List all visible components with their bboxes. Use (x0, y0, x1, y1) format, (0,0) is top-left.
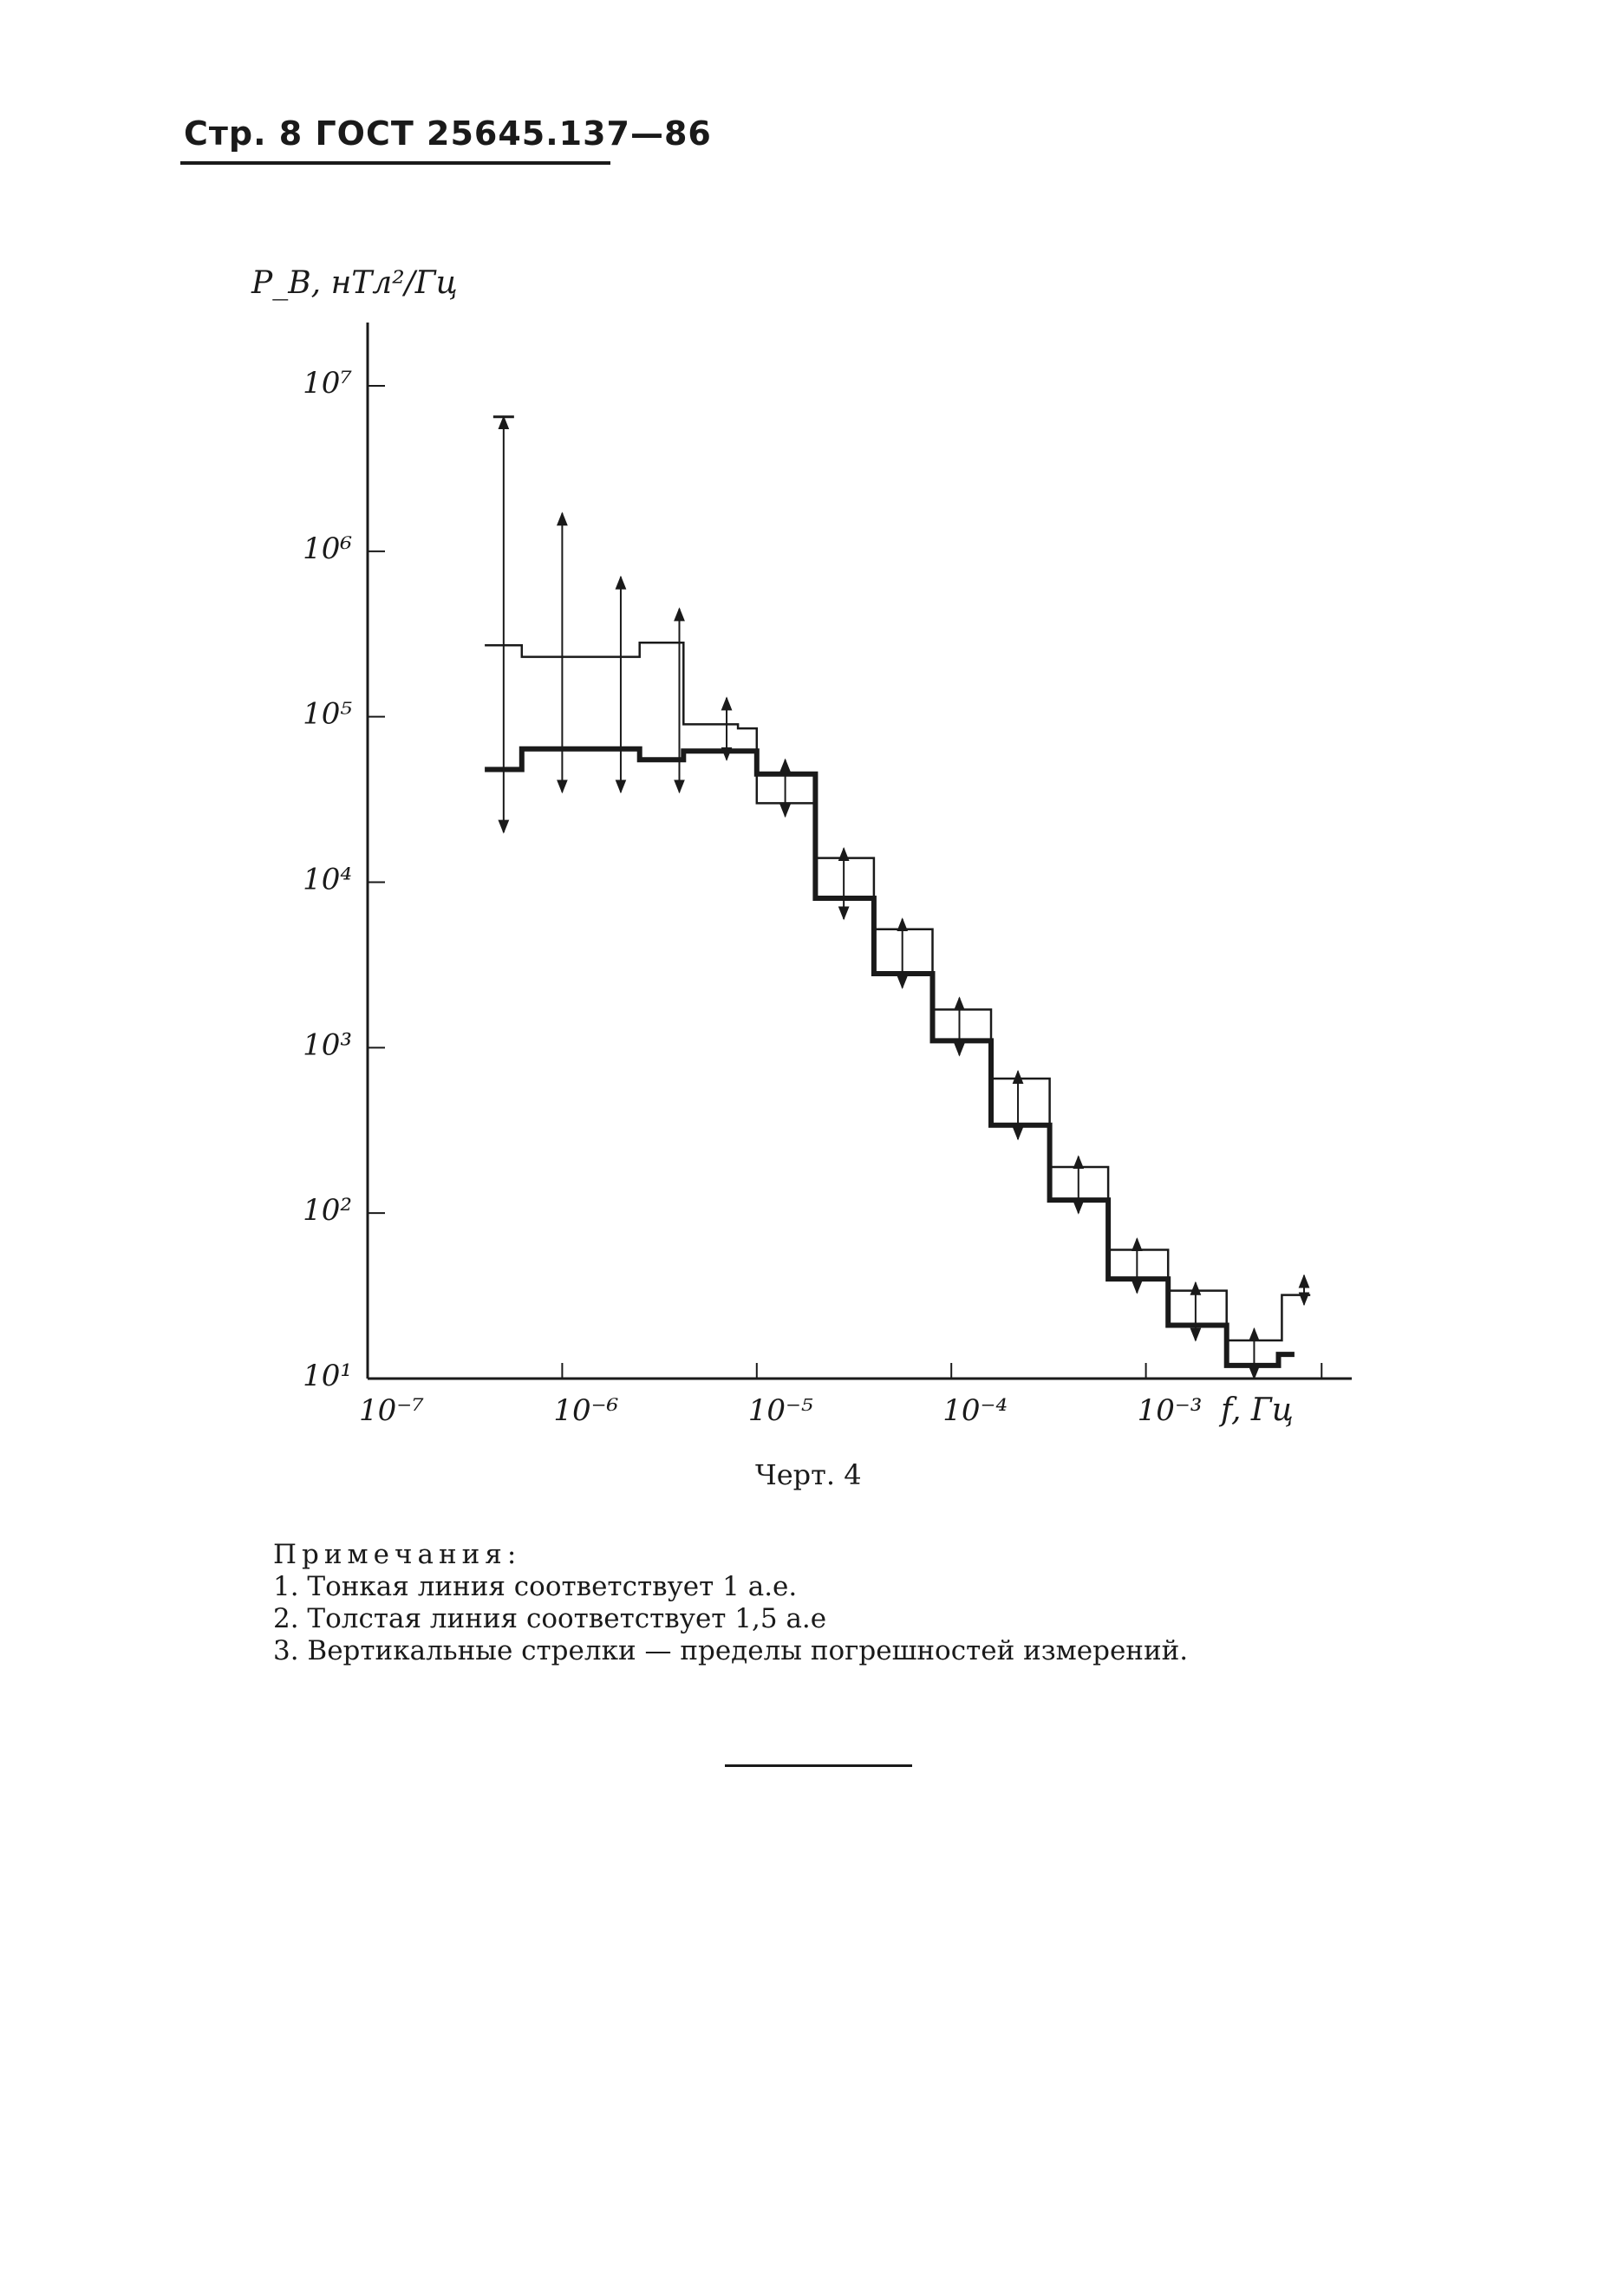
x-tick-label: 10⁻⁴ (942, 1393, 1008, 1428)
y-ticks (303, 366, 385, 1393)
figure-caption: Черт. 4 (755, 1458, 862, 1491)
note-item: 1. Тонкая линия соответствует 1 а.е. (273, 1571, 798, 1602)
y-tick-label: 10¹ (303, 1359, 352, 1393)
y-tick-label: 10⁵ (303, 696, 352, 732)
note-item: 2. Толстая линия соответствует 1,5 а.е (273, 1603, 827, 1634)
x-tick-label: 10⁻⁶ (553, 1393, 619, 1428)
error-bars-layer (493, 417, 1304, 1379)
note-item: 3. Вертикальные стрелки — пределы погрешностей измерений. (273, 1635, 1189, 1666)
x-axis-label: f, Гц (1221, 1392, 1294, 1428)
page-header: Стр. 8 ГОСТ 25645.137—86 (184, 114, 712, 153)
series-layer (485, 642, 1310, 1366)
y-tick-label: 10² (303, 1193, 352, 1229)
x-tick-label: 10⁻⁷ (359, 1393, 424, 1428)
y-tick-label: 10⁷ (303, 366, 352, 401)
series-thick-line (485, 749, 1295, 1366)
x-tick-label: 10⁻³ (1137, 1393, 1203, 1428)
y-axis-label: P_B, нТл²/Гц (251, 265, 458, 301)
x-tick-label: 10⁻⁵ (747, 1393, 813, 1428)
y-tick-label: 10⁴ (303, 862, 352, 897)
notes-block (273, 1539, 1188, 1667)
x-ticks (359, 1363, 1321, 1428)
notes-title: Примечания: (273, 1539, 522, 1570)
chart-axes (368, 323, 1352, 1379)
y-tick-label: 10³ (303, 1027, 352, 1063)
y-tick-label: 10⁶ (303, 531, 352, 566)
end-rule (725, 1764, 912, 1767)
